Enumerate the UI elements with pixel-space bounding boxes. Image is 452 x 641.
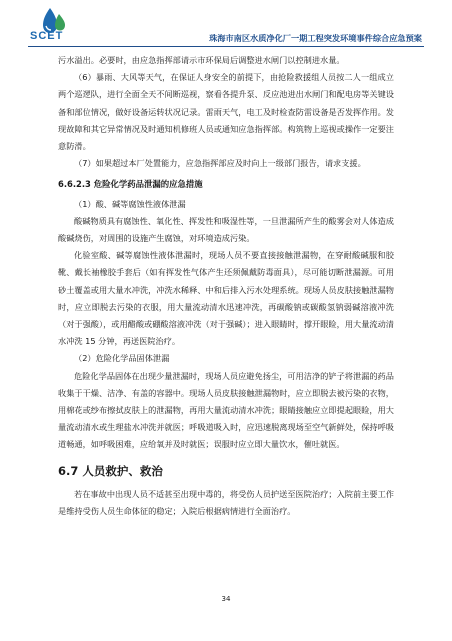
subsection-heading: 6.6.2.3 危险化学药品泄漏的应急措施 — [58, 179, 203, 190]
section-heading: 6.7 人员救护、救治 — [58, 463, 163, 478]
paragraph: 若在事故中出现人员不适甚至出现中毒的，将受伤人员护送至医院治疗；入院前主要工作是维持受伤人员生命体征的稳定；入院后根据病情进行全面治疗。 — [58, 488, 394, 516]
document-body — [58, 52, 394, 520]
header-title: 珠海市南区水质净化厂一期工程突发环境事件综合应急预案 — [209, 33, 422, 43]
paragraph: （7）如果超过本厂处置能力，应急指挥部应及时向上一级部门报告，请求支援。 — [74, 158, 366, 169]
header-divider — [28, 46, 424, 47]
paragraph: 化验室酸、碱等腐蚀性液体泄漏时，现场人员不要直接接触泄漏物，在穿耐酸碱服和胶靴、戴长袖橡胶手套后（如有挥发性气体产生还须佩戴防毒面具），尽可能切断泄漏源。可用砂土覆盖或用大量水冲洗，冲洗水稀释、中和后排入污水处理系统。现场人员皮肤接触泄漏物时，应立即脱去污染的衣服，用大量流动清水迅速冲洗，再碳酸钠或碳酸氢钠弱碱溶液冲洗（对于强酸），或用醋酸或硼酸溶液冲洗（对于强碱）；进入眼睛时，撑开眼睑，用大量流动清水冲洗 15 分钟，再送医院治疗。 — [58, 250, 394, 347]
logo-text: SCET — [30, 30, 64, 42]
paragraph: 危险化学品固体在出现少量泄漏时，现场人员应避免扬尘，可用洁净的铲子将泄漏的药品收集于干燥、洁净、有盖的容器中。现场人员皮肤接触泄漏物时，应立即脱去被污染的衣物，用棉花或纱布擦拭皮肤上的泄漏物，再用大量流动清水冲洗；眼睛接触应立即提起眼睑，用大量流动清水或生理盐水冲洗并就医；呼吸道吸入时，应迅速脱离现场至空气新鲜处，保持呼吸道畅通，如呼吸困难，应给氧并及时就医；误服时应立即大量饮水，催吐就医。 — [58, 370, 394, 450]
paragraph: （1）酸、碱等腐蚀性液体泄漏 — [74, 198, 186, 209]
paragraph: （6）暴雨、大风等天气，在保证人身安全的前提下，由抢险救援组人员按二人一组成立两个巡逻队，进行全面全天不间断巡视，察看各提升泵、反应池进出水闸门和配电房等关键设备和部位情况，做好设备运转状况记录。雷雨天气，电工及时检查防雷设备是否发挥作用。发现故障和其它异常情况及时通知机修班人员或通知应急指挥部。构筑物上巡视或操作一定要注意防滑。 — [58, 72, 394, 152]
page-number: 34 — [221, 595, 231, 603]
paragraph: 污水溢出。必要时，由应急指挥部请示市环保局后调整进水闸门以控制进水量。 — [58, 55, 345, 65]
paragraph: （2）危险化学品固体泄漏 — [74, 353, 170, 364]
paragraph: 酸碱物质具有腐蚀性、氧化性、挥发性和吸湿性等，一旦泄漏所产生的酸雾会对人体造成酸碱烧伤，对周围的设施产生腐蚀，对环境造成污染。 — [58, 215, 394, 244]
